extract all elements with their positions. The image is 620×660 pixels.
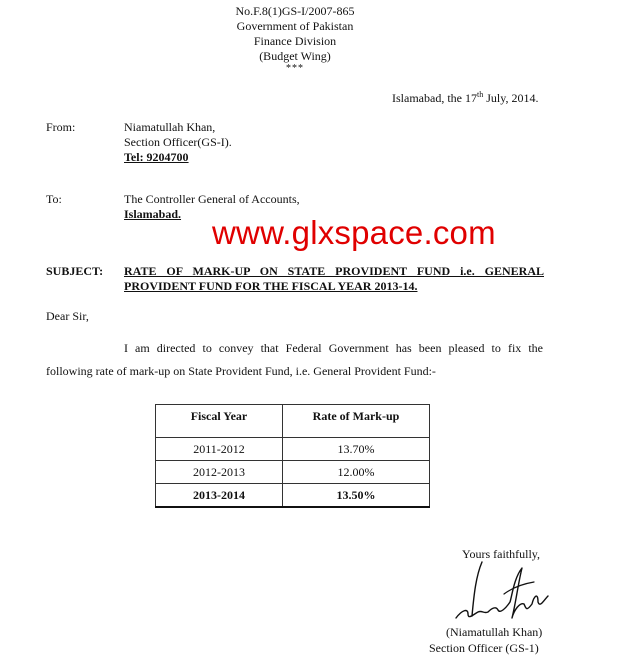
subject-text — [124, 264, 544, 294]
body-paragraph — [46, 337, 543, 383]
body-line-1: I am directed to convey that Federal Government has been pleased to fix the — [124, 341, 543, 355]
closing-yours-faithfully: Yours faithfully, — [462, 547, 541, 561]
table-row — [156, 461, 430, 484]
markup-rate-table — [155, 404, 430, 508]
subject-line-2: PROVIDENT FUND FOR THE FISCAL YEAR 2013-14. — [124, 279, 418, 293]
signatory-name: (Niamatullah Khan) — [446, 625, 543, 639]
rate-cell: 13.70% — [283, 438, 430, 461]
division-name: Finance Division — [253, 34, 337, 48]
subject-label: SUBJECT: — [46, 264, 104, 278]
letter-date — [392, 90, 538, 106]
watermark-url: www.glxspace.com — [212, 214, 496, 251]
header-fiscal-year: Fiscal Year — [156, 405, 283, 438]
from-designation: Section Officer(GS-I). — [124, 135, 232, 149]
letterhead — [200, 4, 390, 74]
from-telephone: Tel: 9204700 — [124, 150, 189, 164]
from-label: From: — [46, 120, 76, 134]
handwritten-signature — [452, 556, 552, 632]
fiscal-year-cell: 2012-2013 — [156, 461, 283, 484]
wing-name: (Budget Wing) — [259, 49, 331, 63]
rate-cell: 12.00% — [283, 461, 430, 484]
table-header-row — [156, 405, 430, 438]
to-city: Islamabad. — [124, 207, 182, 221]
to-label: To: — [46, 192, 62, 206]
fiscal-year-cell: 2013-2014 — [156, 484, 283, 508]
rate-cell: 13.50% — [283, 484, 430, 508]
reference-number: No.F.8(1)GS-I/2007-865 — [235, 4, 355, 18]
table-row — [156, 484, 430, 508]
from-address — [124, 120, 232, 165]
from-name: Niamatullah Khan, — [124, 120, 216, 134]
government-name: Government of Pakistan — [236, 19, 354, 33]
date-rest: July, 2014. — [483, 91, 539, 105]
subject-line-1: RATE OF MARK-UP ON STATE PROVIDENT FUND i.e. GENERAL — [124, 264, 544, 278]
date-suffix: th — [476, 90, 484, 99]
table-row — [156, 438, 430, 461]
header-rate-of-markup: Rate of Mark-up — [283, 405, 430, 438]
to-name: The Controller General of Accounts, — [124, 192, 300, 206]
salutation: Dear Sir, — [46, 309, 89, 323]
stars-separator: *** — [286, 63, 304, 74]
fiscal-year-cell: 2011-2012 — [156, 438, 283, 461]
signatory-title: Section Officer (GS-1) — [429, 641, 539, 655]
body-line-2: following rate of mark-up on State Provident Fund, i.e. General Provident Fund:- — [46, 364, 436, 378]
date-prefix: Islamabad, the 17 — [392, 91, 477, 105]
